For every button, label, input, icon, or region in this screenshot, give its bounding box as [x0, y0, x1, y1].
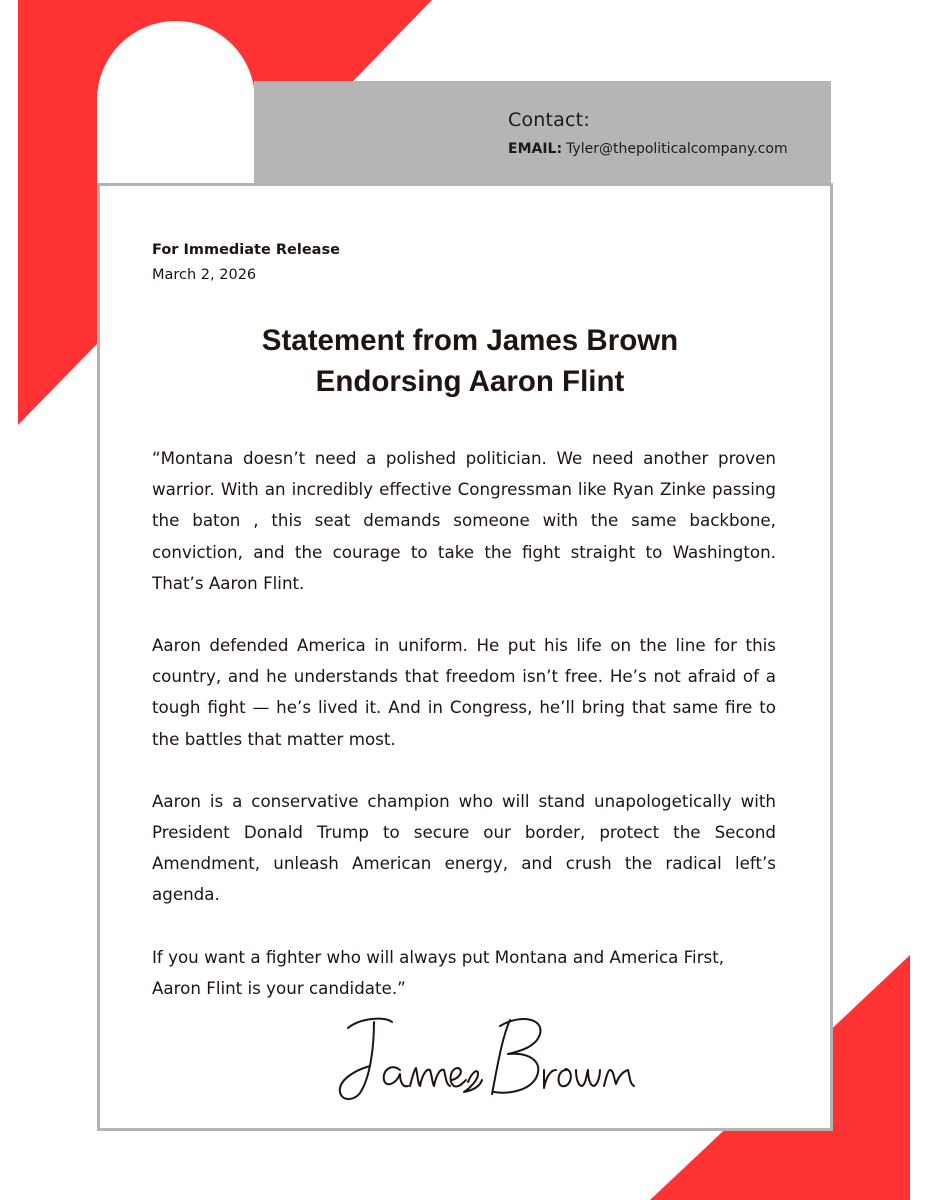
contact-label: Contact: — [508, 109, 590, 131]
email-link[interactable]: Tyler@thepoliticalcompany.com — [566, 141, 788, 157]
release-date: March 2, 2026 — [152, 267, 257, 283]
headline-line-1: Statement from James Brown — [261, 324, 679, 357]
handwritten-signature — [330, 1008, 640, 1108]
white-arch — [97, 21, 255, 183]
headline-line-2: Endorsing Aaron Flint — [315, 365, 625, 398]
contact-band — [254, 81, 831, 183]
body-paragraph: Aaron defended America in uniform. He put his life on the line for this country, and he understands that freedom isn’t free. He’s not afraid of a tough fight — he’s lived it. And in Congress, he’ll bring that same fire to the battles that matter most. — [152, 635, 776, 749]
body-paragraph: If you want a fighter who will always put Montana and America First, Aaron Flint is your candidate.” — [152, 946, 725, 998]
release-label: For Immediate Release — [152, 242, 340, 258]
body-paragraph: “Montana doesn’t need a polished politician. We need another proven warrior. With an incredibly effective Congressman like Ryan Zinke passing the baton , this seat demands someone with the same backbone, conviction, and the courage to take the fight straight to Washington. That’s Aaron Flint. — [152, 448, 776, 593]
email-label: EMAIL: — [508, 141, 563, 157]
page-title — [150, 320, 790, 402]
contact-email-row — [508, 141, 788, 157]
statement-body — [152, 443, 776, 1035]
body-paragraph: Aaron is a conservative champion who will stand unapologetically with President Donald Trump to secure our border, protect the Second Amendment, unleash American energy, and crush the radical left’s agenda. — [152, 790, 776, 905]
